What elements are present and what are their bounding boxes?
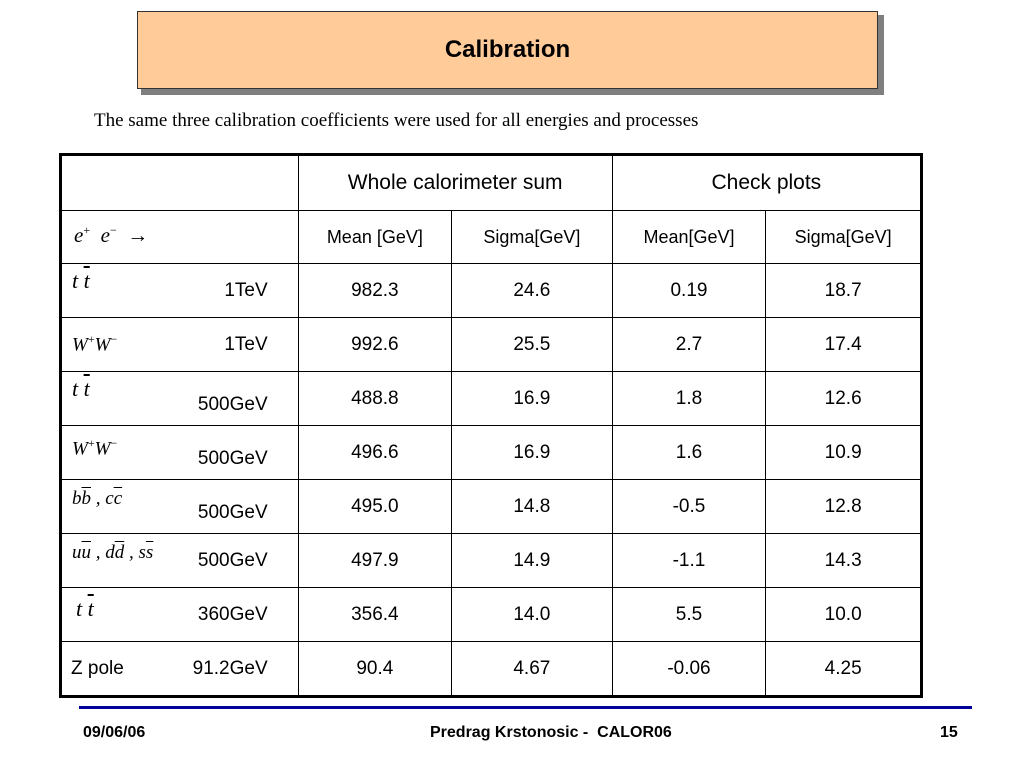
table-row (61, 264, 922, 318)
value-cell: 982.3 (298, 264, 451, 318)
process-header-formula: e+ e− → (74, 223, 149, 247)
value-cell: 992.6 (298, 318, 451, 372)
process-formula: t $\overline{t}$ (72, 376, 90, 401)
value-cell: 90.4 (298, 642, 451, 697)
table-row (61, 318, 922, 372)
value-cell: 495.0 (298, 480, 451, 534)
footer-author: Predrag Krstonosic - CALOR06 (430, 724, 672, 741)
table-row (61, 588, 922, 642)
value-cell: 4.67 (452, 642, 613, 697)
value-cell: 4.25 (766, 642, 922, 697)
energy-label: 500GeV (197, 550, 268, 571)
value-cell: 16.9 (452, 372, 613, 426)
process-formula: t $\overline{t}$ (76, 596, 94, 621)
value-cell: 10.0 (766, 588, 922, 642)
title-box (137, 11, 878, 89)
process-cell (61, 426, 299, 480)
table-row (61, 480, 922, 534)
calibration-table (59, 153, 923, 698)
value-cell: 356.4 (298, 588, 451, 642)
value-cell: 1.8 (612, 372, 766, 426)
process-formula: W+W− (72, 436, 118, 460)
table-row (61, 642, 922, 697)
table-row (61, 534, 922, 588)
subheader-check-mean: Mean[GeV] (612, 211, 766, 264)
value-cell: 0.19 (612, 264, 766, 318)
process-formula: W+W− (72, 332, 118, 356)
value-cell: 18.7 (766, 264, 922, 318)
subheader-mean: Mean [GeV] (298, 211, 451, 264)
process-cell (61, 318, 299, 372)
process-cell (61, 642, 299, 697)
subheader-check-sigma: Sigma[GeV] (766, 211, 922, 264)
energy-label: 91.2GeV (192, 658, 268, 679)
process-header-cell (61, 211, 299, 264)
value-cell: 17.4 (766, 318, 922, 372)
value-cell: 496.6 (298, 426, 451, 480)
subheader-sigma: Sigma[GeV] (452, 211, 613, 264)
footer-date: 09/06/06 (83, 724, 146, 741)
table-row (61, 426, 922, 480)
empty-corner-cell (61, 155, 299, 211)
slide-subtitle: The same three calibration coefficients were used for all energies and processes (94, 110, 699, 131)
table-row (61, 372, 922, 426)
process-formula: $b\overline{b}$ , $c\overline{c}$ (72, 488, 123, 509)
group-header-whole-sum: Whole calorimeter sum (298, 155, 612, 211)
energy-label: 500GeV (197, 394, 268, 415)
value-cell: -1.1 (612, 534, 766, 588)
energy-label: 360GeV (197, 604, 268, 625)
process-label: Z pole (71, 658, 124, 679)
value-cell: 16.9 (452, 426, 613, 480)
group-header-check-plots: Check plots (612, 155, 921, 211)
value-cell: 14.9 (452, 534, 613, 588)
value-cell: 497.9 (298, 534, 451, 588)
value-cell: 14.8 (452, 480, 613, 534)
slide-title: Calibration (444, 36, 571, 63)
table-header-row (61, 155, 922, 211)
process-formula: $u\overline{u}$ , $d\overline{d}$ , $s\overline{s}$ (72, 542, 154, 563)
process-cell (61, 588, 299, 642)
value-cell: 12.6 (766, 372, 922, 426)
value-cell: 12.8 (766, 480, 922, 534)
energy-label: 1TeV (224, 334, 268, 355)
process-cell (61, 264, 299, 318)
value-cell: 10.9 (766, 426, 922, 480)
value-cell: 2.7 (612, 318, 766, 372)
value-cell: 1.6 (612, 426, 766, 480)
footer-page-number: 15 (940, 724, 958, 741)
value-cell: 14.3 (766, 534, 922, 588)
process-formula: t $\overline{t}$ (72, 268, 90, 293)
process-cell (61, 480, 299, 534)
energy-label: 1TeV (224, 280, 268, 301)
table-subheader-row (61, 211, 922, 264)
process-cell (61, 534, 299, 588)
value-cell: -0.5 (612, 480, 766, 534)
value-cell: 5.5 (612, 588, 766, 642)
value-cell: 488.8 (298, 372, 451, 426)
value-cell: 14.0 (452, 588, 613, 642)
energy-label: 500GeV (197, 502, 268, 523)
footer-divider (79, 706, 972, 709)
process-cell (61, 372, 299, 426)
energy-label: 500GeV (197, 448, 268, 469)
value-cell: 25.5 (452, 318, 613, 372)
value-cell: 24.6 (452, 264, 613, 318)
value-cell: -0.06 (612, 642, 766, 697)
